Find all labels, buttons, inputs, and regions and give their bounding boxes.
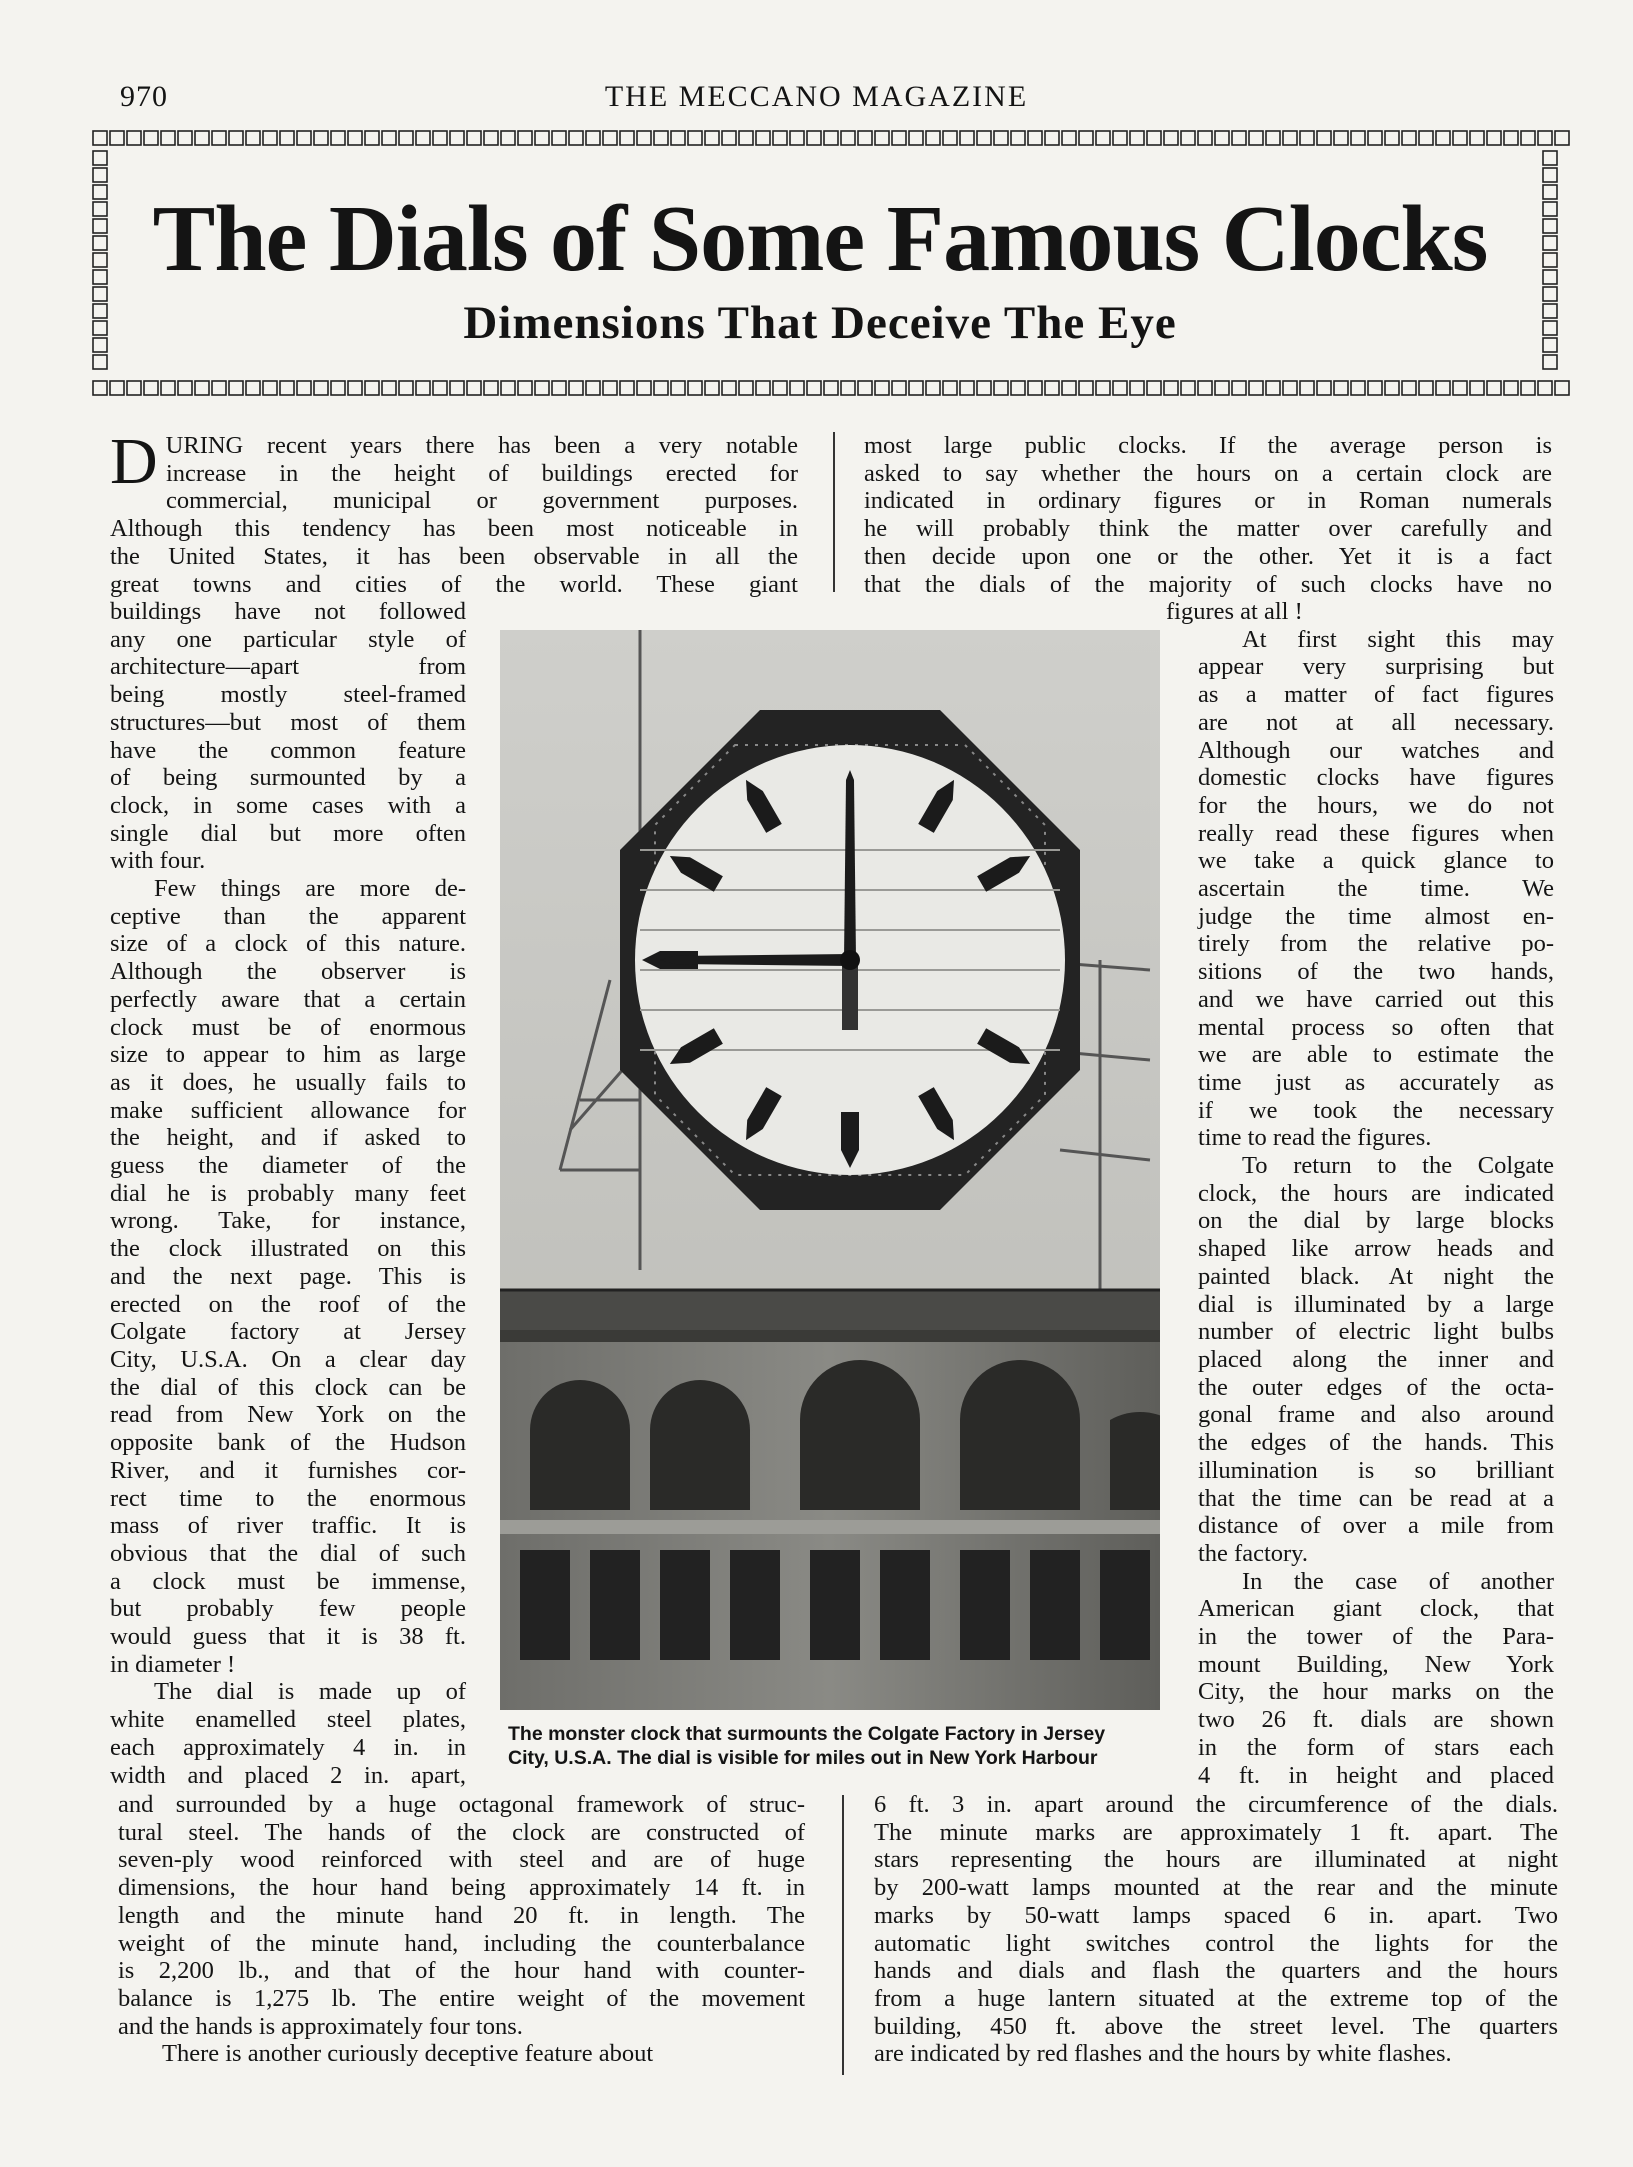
text-line: domestic clocks have figures (1198, 764, 1554, 792)
article-subtitle: Dimensions That Deceive The Eye (463, 297, 1177, 349)
text-line: if we took the necessary (1198, 1096, 1554, 1124)
text-line: mass of river traffic. It is (110, 1512, 466, 1540)
text-line: URING recent years there has been a very notable (165, 432, 798, 459)
text-line: the outer edges of the octa- (1198, 1373, 1554, 1401)
text-line: but probably few people (110, 1595, 466, 1623)
text-line: building, 450 ft. above the street level. The quarters (874, 2012, 1558, 2040)
frame-border-bottom (92, 380, 1571, 401)
text-line: 6 ft. 3 in. apart around the circumference of the dials. (874, 1791, 1558, 1818)
caption-line: City, U.S.A. The dial is visible for miles out in New York Harbour (508, 1747, 1098, 1769)
text-line: dimensions, the hour hand being approximately 14 ft. in (118, 1874, 805, 1902)
text-line: the dial of this clock can be (110, 1373, 466, 1401)
caption-line: The monster clock that surmounts the Colgate Factory in Jersey (508, 1723, 1106, 1745)
column-2-narrow (1166, 598, 1554, 1789)
text-line: 4 ft. in height and placed (1198, 1761, 1554, 1789)
text-line: At first sight this may (1242, 625, 1554, 653)
text-line: the factory. (1198, 1539, 1308, 1567)
text-line: time just as accurately as (1198, 1068, 1554, 1096)
text-line: width and placed 2 in. apart, (110, 1761, 466, 1789)
text-line: in the form of stars each (1198, 1733, 1554, 1761)
text-line: City, the hour marks on the (1198, 1678, 1554, 1706)
text-line: clock must be of enormous (110, 1013, 466, 1041)
text-line: erected on the roof of the (110, 1290, 466, 1318)
text-line: the height, and if asked to (110, 1124, 466, 1152)
running-header (0, 80, 1633, 120)
text-line: In the case of another (1242, 1567, 1554, 1595)
text-line: hands and dials and flash the quarters and the hours (874, 1957, 1558, 1985)
text-line: marks by 50-watt lamps spaced 6 in. apart. Two (874, 1901, 1558, 1929)
text-line: read from New York on the (110, 1401, 466, 1429)
text-line: architecture—apart from (110, 653, 466, 681)
text-line: time to read the figures. (1198, 1124, 1432, 1152)
page-number: 970 (120, 80, 168, 113)
text-line: size of a clock of this nature. (110, 930, 466, 958)
column-1-narrow (110, 598, 466, 1789)
text-line: are not at all necessary. (1198, 708, 1554, 736)
text-line: the edges of the hands. This (1198, 1429, 1554, 1457)
text-line: balance is 1,275 lb. The entire weight of the movement (118, 1984, 805, 2012)
magazine-name: THE MECCANO MAGAZINE (604, 80, 1029, 113)
text-line: tural steel. The hands of the clock are constructed of (118, 1818, 805, 1846)
text-line: the clock illustrated on this (110, 1235, 466, 1263)
text-line: by 200-watt lamps mounted at the rear and the minute (874, 1874, 1558, 1902)
text-line: most large public clocks. If the average person is (864, 432, 1552, 459)
text-line: tirely from the relative po- (1198, 930, 1554, 958)
text-line: obvious that the dial of such (110, 1539, 466, 1567)
text-line: length and the minute hand 20 ft. in length. The (118, 1901, 805, 1929)
text-line: shaped like arrow heads and (1198, 1235, 1554, 1263)
text-line: Although our watches and (1198, 736, 1554, 764)
frame-border-top (92, 130, 1571, 151)
column-1-top (110, 425, 798, 598)
text-line: weight of the minute hand, including the counterbalance (118, 1929, 805, 1957)
text-line: buildings have not followed (110, 598, 466, 625)
text-line: from a huge lantern situated at the extreme top of the (874, 1984, 1558, 2012)
text-line: on the dial by large blocks (1198, 1207, 1554, 1235)
text-line: gonal frame and also around (1198, 1401, 1554, 1429)
article-title: The Dials of Some Famous Clocks (152, 187, 1488, 291)
text-line: Although the observer is (110, 958, 466, 986)
text-line: clock, the hours are indicated (1198, 1179, 1554, 1207)
text-line: he will probably think the matter over carefully and (864, 515, 1552, 543)
text-line: and the hands is approximately four tons. (118, 2012, 523, 2040)
text-line: is 2,200 lb., and that of the hour hand with counter- (118, 1957, 805, 1985)
text-line: a clock must be immense, (110, 1567, 466, 1595)
text-line: for the hours, we do not (1198, 791, 1554, 819)
text-line: and we have carried out this (1198, 985, 1554, 1013)
text-line: being mostly steel-framed (110, 681, 466, 709)
text-line: asked to say whether the hours on a certain clock are (864, 459, 1552, 487)
text-line: each approximately 4 in. in (110, 1733, 466, 1761)
text-line: illumination is so brilliant (1198, 1456, 1554, 1484)
text-line: any one particular style of (110, 625, 466, 653)
text-line: painted black. At night the (1198, 1262, 1554, 1290)
text-line: and surrounded by a huge octagonal framework of struc- (118, 1791, 805, 1818)
text-line: in the tower of the Para- (1198, 1623, 1554, 1651)
text-line: seven-ply wood reinforced with steel and are of huge (118, 1846, 805, 1874)
text-line: opposite bank of the Hudson (110, 1429, 466, 1457)
column-2-bottom (874, 1791, 1558, 2068)
frame-border-left (92, 150, 108, 376)
drop-cap: D (110, 425, 158, 498)
text-line: make sufficient allowance for (110, 1096, 466, 1124)
column-rule-top (833, 432, 835, 592)
text-line: in diameter ! (110, 1650, 236, 1678)
column-1-bottom (118, 1791, 805, 2068)
text-line: that the dials of the majority of such clocks have no (864, 570, 1552, 598)
text-line: dial is illuminated by a large (1198, 1290, 1554, 1318)
text-line: judge the time almost en- (1198, 902, 1554, 930)
text-line: structures—but most of them (110, 708, 466, 736)
text-line: have the common feature (110, 736, 466, 764)
text-line: placed along the inner and (1198, 1345, 1554, 1373)
text-line: ascertain the time. We (1198, 875, 1554, 903)
text-line: would guess that it is 38 ft. (110, 1623, 466, 1651)
text-line: we take a quick glance to (1198, 847, 1554, 875)
text-line: are indicated by red flashes and the hours by white flashes. (874, 2040, 1452, 2068)
text-line: as it does, he usually fails to (110, 1068, 466, 1096)
text-line: Few things are more de- (154, 875, 466, 903)
column-rule-bottom (842, 1795, 844, 2075)
text-line: distance of over a mile from (1198, 1512, 1554, 1540)
column-2-top (864, 432, 1552, 598)
text-line: Although this tendency has been most noticeable in (110, 515, 798, 543)
text-line: commercial, municipal or government purposes. (166, 487, 798, 515)
text-line: two 26 ft. dials are shown (1198, 1706, 1554, 1734)
photo-caption (508, 1722, 1168, 1770)
text-line: size to appear to him as large (110, 1041, 466, 1069)
text-line: white enamelled steel plates, (110, 1706, 466, 1734)
text-line: and the next page. This is (110, 1262, 466, 1290)
text-line: sitions of the two hands, (1198, 958, 1554, 986)
text-line: Colgate factory at Jersey (110, 1318, 466, 1346)
text-line: with four. (110, 847, 206, 875)
text-line: rect time to the enormous (110, 1484, 466, 1512)
text-line: American giant clock, that (1198, 1595, 1554, 1623)
text-line: To return to the Colgate (1242, 1152, 1554, 1180)
text-line: as a matter of fact figures (1198, 681, 1554, 709)
text-line: There is another curiously deceptive feature about (162, 2040, 654, 2068)
text-line: of being surmounted by a (110, 764, 466, 792)
text-line: then decide upon one or the other. Yet it is a fact (864, 542, 1552, 570)
text-line: The dial is made up of (154, 1678, 466, 1706)
text-line: we are able to estimate the (1198, 1041, 1554, 1069)
text-line: mount Building, New York (1198, 1650, 1554, 1678)
text-line: appear very surprising but (1198, 653, 1554, 681)
text-line: the United States, it has been observable in all the (110, 542, 798, 570)
text-line: that the time can be read at a (1198, 1484, 1554, 1512)
text-line: great towns and cities of the world. These giant (110, 570, 798, 598)
text-line: River, and it furnishes cor- (110, 1456, 466, 1484)
text-line: automatic light switches control the lights for the (874, 1929, 1558, 1957)
text-line: figures at all ! (1166, 598, 1303, 625)
text-line: really read these figures when (1198, 819, 1554, 847)
text-line: wrong. Take, for instance, (110, 1207, 466, 1235)
text-line: dial he is probably many feet (110, 1179, 466, 1207)
text-line: mental process so often that (1198, 1013, 1554, 1041)
text-line: single dial but more often (110, 819, 466, 847)
text-line: increase in the height of buildings erected for (166, 459, 798, 487)
text-line: indicated in ordinary figures or in Roman numerals (864, 487, 1552, 515)
text-line: number of electric light bulbs (1198, 1318, 1554, 1346)
frame-border-right (1542, 150, 1558, 376)
text-line: stars representing the hours are illuminated at night (874, 1846, 1558, 1874)
text-line: City, U.S.A. On a clear day (110, 1345, 466, 1373)
text-line: guess the diameter of the (110, 1152, 466, 1180)
text-line: ceptive than the apparent (110, 902, 466, 930)
colgate-clock-photo (500, 630, 1160, 1710)
text-line: perfectly aware that a certain (110, 985, 466, 1013)
text-line: The minute marks are approximately 1 ft. apart. The (874, 1818, 1558, 1846)
text-line: clock, in some cases with a (110, 791, 466, 819)
